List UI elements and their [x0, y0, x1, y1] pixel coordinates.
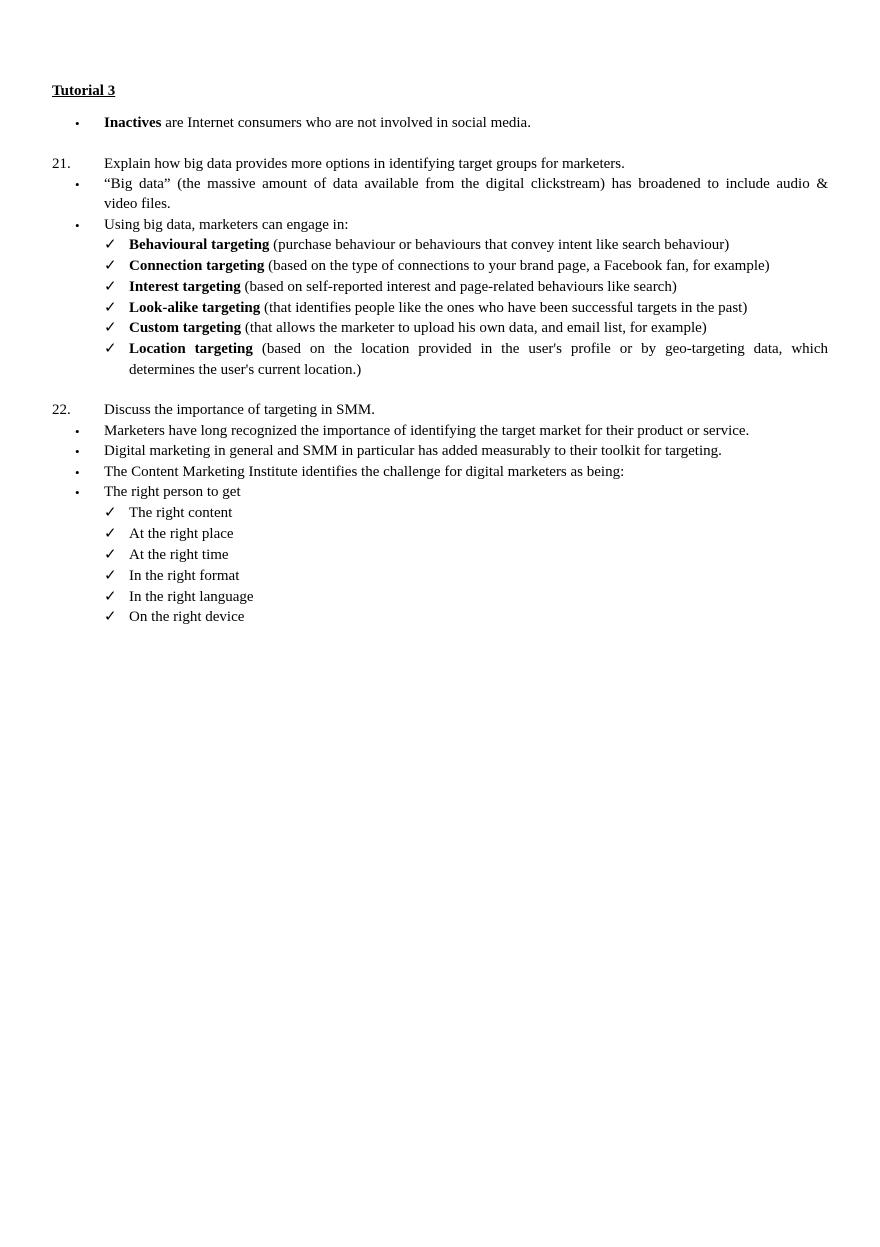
check-icon: ✓ [104, 300, 117, 316]
check-icon: ✓ [104, 237, 117, 253]
check-icon: ✓ [104, 279, 117, 295]
bullet-icon: • [75, 424, 80, 439]
bullet-item: Marketers have long recognized the importance of identifying the target market for their product or service. [104, 423, 750, 439]
check-icon: ✓ [104, 568, 117, 584]
check-icon: ✓ [104, 320, 117, 336]
question-number: 21. [52, 156, 71, 172]
question-number: 22. [52, 402, 71, 418]
target-item: Interest targeting (based on self-reported interest and page-related behaviours like search) [129, 279, 677, 295]
target-item: Look-alike targeting (that identifies people like the ones who have been successful targets in the past) [129, 300, 748, 316]
check-icon: ✓ [104, 341, 117, 357]
target-item: Behavioural targeting (purchase behaviour or behaviours that convey intent like search behaviour) [129, 237, 730, 253]
check-icon: ✓ [104, 547, 117, 563]
bullet-icon: • [75, 485, 80, 500]
check-item: On the right device [129, 609, 245, 625]
bullet-item: The Content Marketing Institute identifies the challenge for digital marketers as being: [104, 464, 625, 480]
check-item: In the right format [129, 568, 240, 584]
bullet-icon: • [75, 177, 80, 192]
bullet-icon: • [75, 444, 80, 459]
bullet-item: Digital marketing in general and SMM in particular has added measurably to their toolkit for targeting. [104, 443, 722, 459]
check-item: The right content [129, 505, 233, 521]
page-title: Tutorial 3 [52, 83, 116, 99]
using-big-data-text: Using big data, marketers can engage in: [104, 217, 349, 233]
target-item: Custom targeting (that allows the marketer to upload his own data, and email list, for example) [129, 320, 707, 336]
target-item: Connection targeting (based on the type of connections to your brand page, a Facebook fan, for example) [129, 258, 770, 274]
check-item: At the right time [129, 547, 229, 563]
bullet-item: The right person to get [104, 484, 241, 500]
check-item: At the right place [129, 526, 234, 542]
bullet-icon: • [75, 218, 80, 233]
check-icon: ✓ [104, 258, 117, 274]
check-icon: ✓ [104, 505, 117, 521]
bigdata-line-2: video files. [104, 196, 171, 212]
intro-text: Inactives are Internet consumers who are not involved in social media. [104, 115, 531, 131]
check-icon: ✓ [104, 589, 117, 605]
check-icon: ✓ [104, 526, 117, 542]
target-item-continued: determines the user's current location.) [129, 362, 362, 378]
intro-term: Inactives [104, 115, 162, 131]
question-text: Explain how big data provides more options in identifying target groups for marketers. [104, 156, 625, 172]
check-item: In the right language [129, 589, 254, 605]
check-icon: ✓ [104, 609, 117, 625]
bullet-icon: • [75, 116, 80, 131]
bullet-icon: • [75, 465, 80, 480]
target-item: Location targeting (based on the location provided in the user's profile or by geo-targeting data, which [129, 341, 828, 357]
bigdata-line-1: “Big data” (the massive amount of data available from the digital clickstream) has broadened to include audio & [104, 176, 828, 192]
question-text: Discuss the importance of targeting in SMM. [104, 402, 375, 418]
